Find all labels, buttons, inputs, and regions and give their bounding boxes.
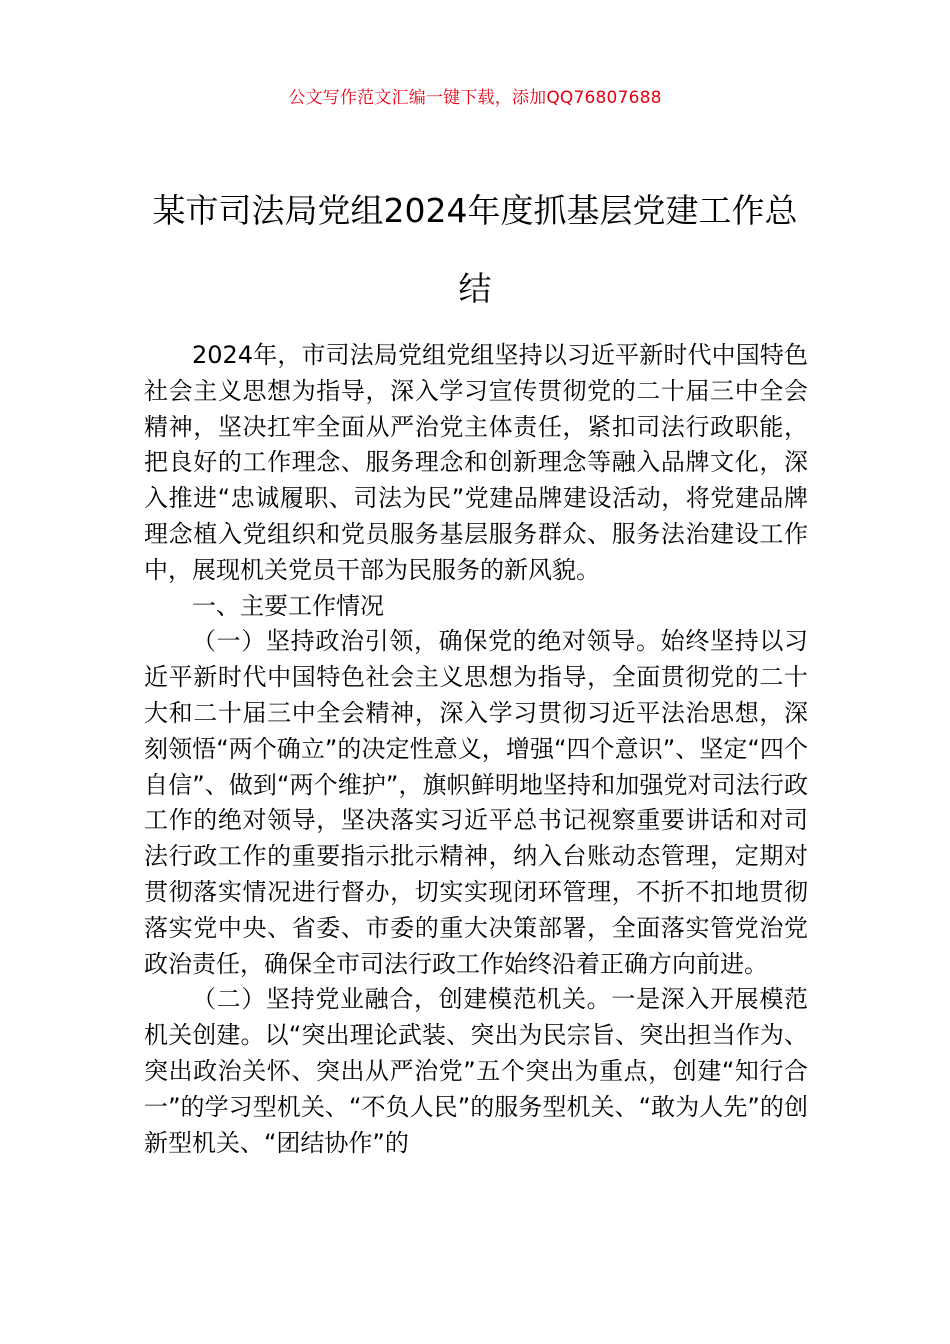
paragraph-intro: 2024年，市司法局党组党组坚持以习近平新时代中国特色社会主义思想为指导，深入学习宣传贯彻党的二十届三中全会精神，坚决扛牢全面从严治党主体责任，紧扣司法行政职能，把良好的工作理念、服务理念和创新理念等融入品牌文化，深入推进“忠诚履职、司法为民”党建品牌建设活动，将党建品牌理念植入党组织和党员服务基层服务群众、服务法治建设工作中，展现机关党员干部为民服务的新风貌。 [144, 341, 808, 584]
document-title: 某市司法局党组2024年度抓基层党建工作总结 [152, 191, 798, 308]
document-body [144, 338, 808, 1161]
paragraph-political-leadership: （一）坚持政治引领，确保党的绝对领导。始终坚持以习近平新时代中国特色社会主义思想为指导，全面贯彻党的二十大和二十届三中全会精神，深入学习贯彻习近平法治思想，深刻领悟“两个确立”的决定性意义，增强“四个意识”、坚定“四个自信”、做到“两个维护”，旗帜鲜明地坚持和加强党对司法行政工作的绝对领导，坚决落实习近平总书记视察重要讲话和对司法行政工作的重要指示批示精神，纳入台账动态管理，定期对贯彻落实情况进行督办，切实实现闭环管理，不折不扣地贯彻落实党中央、省委、市委的重大决策部署，全面落实管党治党政治责任，确保全市司法行政工作始终沿着正确方向前进。 [144, 627, 808, 978]
paragraph-model-organ: （二）坚持党业融合，创建模范机关。一是深入开展模范机关创建。以“突出理论武装、突出为民宗旨、突出担当作为、突出政治关怀、突出从严治党”五个突出为重点，创建“知行合一”的学习型机关、“不负人民”的服务型机关、“敢为人先”的创新型机关、“团结协作”的 [144, 985, 808, 1157]
promo-banner: 公文写作范文汇编一键下载，添加QQ76807688 [288, 88, 662, 108]
section-heading: 一、主要工作情况 [192, 591, 384, 620]
